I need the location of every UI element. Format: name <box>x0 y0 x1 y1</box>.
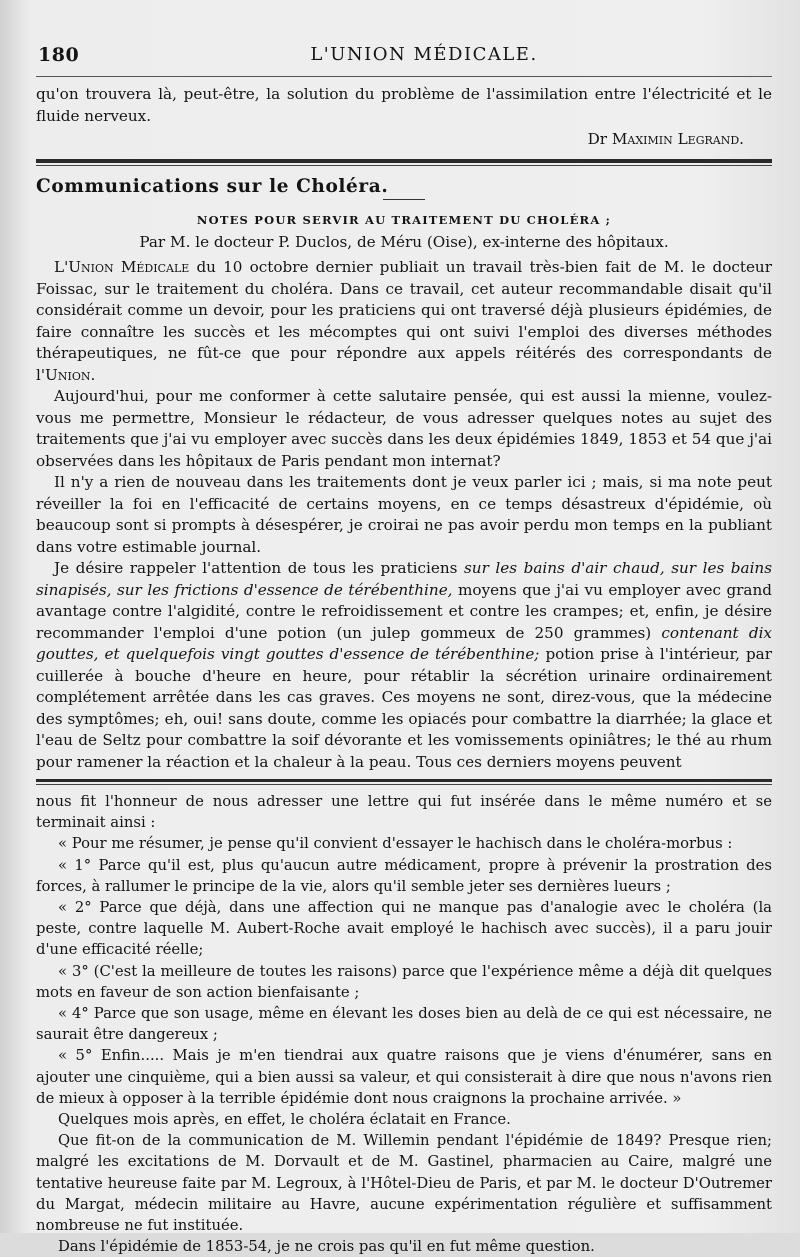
footer-paragraph-1: nous fit l'honneur de nous adresser une lettre qui fut insérée dans le même numéro et se terminait ainsi : <box>36 793 772 832</box>
quote-line-4: « 3° (C'est la meilleure de toutes les raisons) parce que l'expérience même a déjà dit quelques mots en faveur de son action bienfaisante ; <box>36 962 772 1001</box>
running-title: L'UNION MÉDICALE. <box>310 44 538 65</box>
signature-name: Maximin Legrand. <box>611 130 744 148</box>
feuilleton-section <box>36 791 772 1257</box>
footer-paragraph-2: Quelques mois après, en effet, le choléra éclatait en France. <box>58 1111 511 1129</box>
article-byline: Par M. le docteur P. Duclos, de Méru (Oise), ex-interne des hôpitaux. <box>139 232 669 251</box>
signature <box>36 129 772 151</box>
intro-paragraph: qu'on trouvera là, peut-être, la solution du problème de l'assimilation entre l'électricité et le fluide nerveux. <box>36 85 772 125</box>
journal-name: L'Union Médicale <box>54 258 190 276</box>
section-title: Communications sur le Choléra. <box>36 175 389 197</box>
section-divider <box>36 159 772 166</box>
quote-line-5: « 4° Parce que son usage, même en élevant les doses bien au delà de ce qui est nécessaire, ne saurait être dangereux ; <box>36 1005 772 1044</box>
quote-line-6: « 5° Enfin..... Mais je m'en tiendrai aux quatre raisons que je viens d'énumérer, sans en ajouter une cinquième, qui a bien aussi sa valeur, et qui consisterait à dire que nous n'avons rien de mieux à opposer à la terrible épidémie dont nous craignons la prochaine arrivée. » <box>36 1047 772 1107</box>
body-paragraph-4-text-a: Je désire rappeler l'attention de tous les praticiens <box>54 559 465 577</box>
page-header <box>36 44 772 70</box>
body-paragraph-1 <box>36 257 772 386</box>
quote-line-2: « 1° Parce qu'il est, plus qu'aucun autre médicament, propre à prévenir la prostration des forces, à rallumer le principe de la vie, alors qu'il semble jeter ses dernières lueurs ; <box>36 856 772 895</box>
body-paragraph-4-emphasis-1: sur les bains d'air chaud, sur les bains sinapisés, sur les frictions d'essence de térébenthine, <box>36 559 773 599</box>
body-paragraph-4-emphasis-2: contenant dix gouttes, et quelquefois vingt gouttes d'essence de térébenthine; <box>36 623 773 663</box>
feuilleton-divider <box>36 779 772 785</box>
journal-short-name: Union. <box>45 365 96 384</box>
body-paragraph-3: Il n'y a rien de nouveau dans les traitements dont je veux parler ici ; mais, si ma note peut réveiller la foi en l'efficacité de certains moyens, en ce temps désastreux d'épidémie, où beaucoup sont si prompts à désespérer, je croirai ne pas avoir perdu mon temps en la publiant dans votre estimable journal. <box>36 473 772 556</box>
body-paragraph-4-text-b: moyens que j'ai vu employer avec grand avantage contre l'algidité, contre le refroidissement et contre les crampes; et, enfin, je désire recommander l'emploi d'une potion (un julep gommeux de 250 grammes) <box>36 580 772 642</box>
quote-line-3: « 2° Parce que déjà, dans une affection qui ne manque pas d'analogie avec le choléra (la peste, contre laquelle M. Aubert-Roche avait employé le hachisch avec succès), il a paru jouir d'une efficacité réelle; <box>36 899 772 959</box>
body-paragraph-4 <box>36 558 772 773</box>
quote-line-1: « Pour me résumer, je pense qu'il convient d'essayer le hachisch dans le choléra-morbus : <box>58 835 733 853</box>
page-number: 180 <box>38 44 80 66</box>
article-title: NOTES POUR SERVIR AU TRAITEMENT DU CHOLÉRA ; <box>196 213 612 227</box>
footer-paragraph-4: Dans l'épidémie de 1853-54, je ne crois pas qu'il en fut même question. <box>58 1238 595 1256</box>
main-content <box>36 84 772 1257</box>
body-paragraph-1-text: du 10 octobre dernier publiait un travail très-bien fait de M. le docteur Foissac, sur le traitement du choléra. Dans ce travail, cet auteur recommandable disait qu'il considérait comme un devoir, pour les praticiens qui ont traversé déjà plusieurs épidémies, de faire connaître les succès et les mécomptes qui ont suivi l'emploi des diverses méthodes thérapeutiques, ne fût-ce que pour répondre aux appels réitérés des correspondants de l' <box>36 258 772 384</box>
body-paragraph-2: Aujourd'hui, pour me conformer à cette salutaire pensée, qui est aussi la mienne, voulez-vous me permettre, Monsieur le rédacteur, de vous adresser quelques notes au sujet des traitements que j'ai vu employer avec succès dans les deux épidémies 1849, 1853 et 54 que j'ai observées dans les hôpitaux de Paris pendant mon internat? <box>36 387 772 470</box>
signature-prefix: Dr <box>587 130 608 148</box>
title-underline <box>383 199 425 200</box>
header-rule <box>36 76 772 77</box>
body-paragraph-4-text-c: potion prise à l'intérieur, par cuillerée à bouche d'heure en heure, pour rétablir la sécrétion urinaire ordinairement complétement arrêtée dans les cas graves. Ces moyens ne sont, direz-vous, que la médecine des symptômes; eh, oui! sans doute, comme les opiacés pour combattre la diarrhée; la glace et l'eau de Seltz pour combattre la soif dévorante et les vomissements opiniâtres; le thé au rhum pour ramener la réaction et la chaleur à la peau. Tous ces derniers moyens peuvent <box>36 645 772 771</box>
footer-paragraph-3: Que fit-on de la communication de M. Willemin pendant l'épidémie de 1849? Presque rien; malgré les excitations de M. Dorvault et de M. Gastinel, pharmacien au Caire, malgré une tentative heureuse faite par M. Legroux, à l'Hôtel-Dieu de Paris, et par M. le docteur D'Outremer du Margat, médecin militaire au Havre, aucune expérimentation régulière et suffisamment nombreuse ne fut instituée. <box>36 1132 772 1235</box>
